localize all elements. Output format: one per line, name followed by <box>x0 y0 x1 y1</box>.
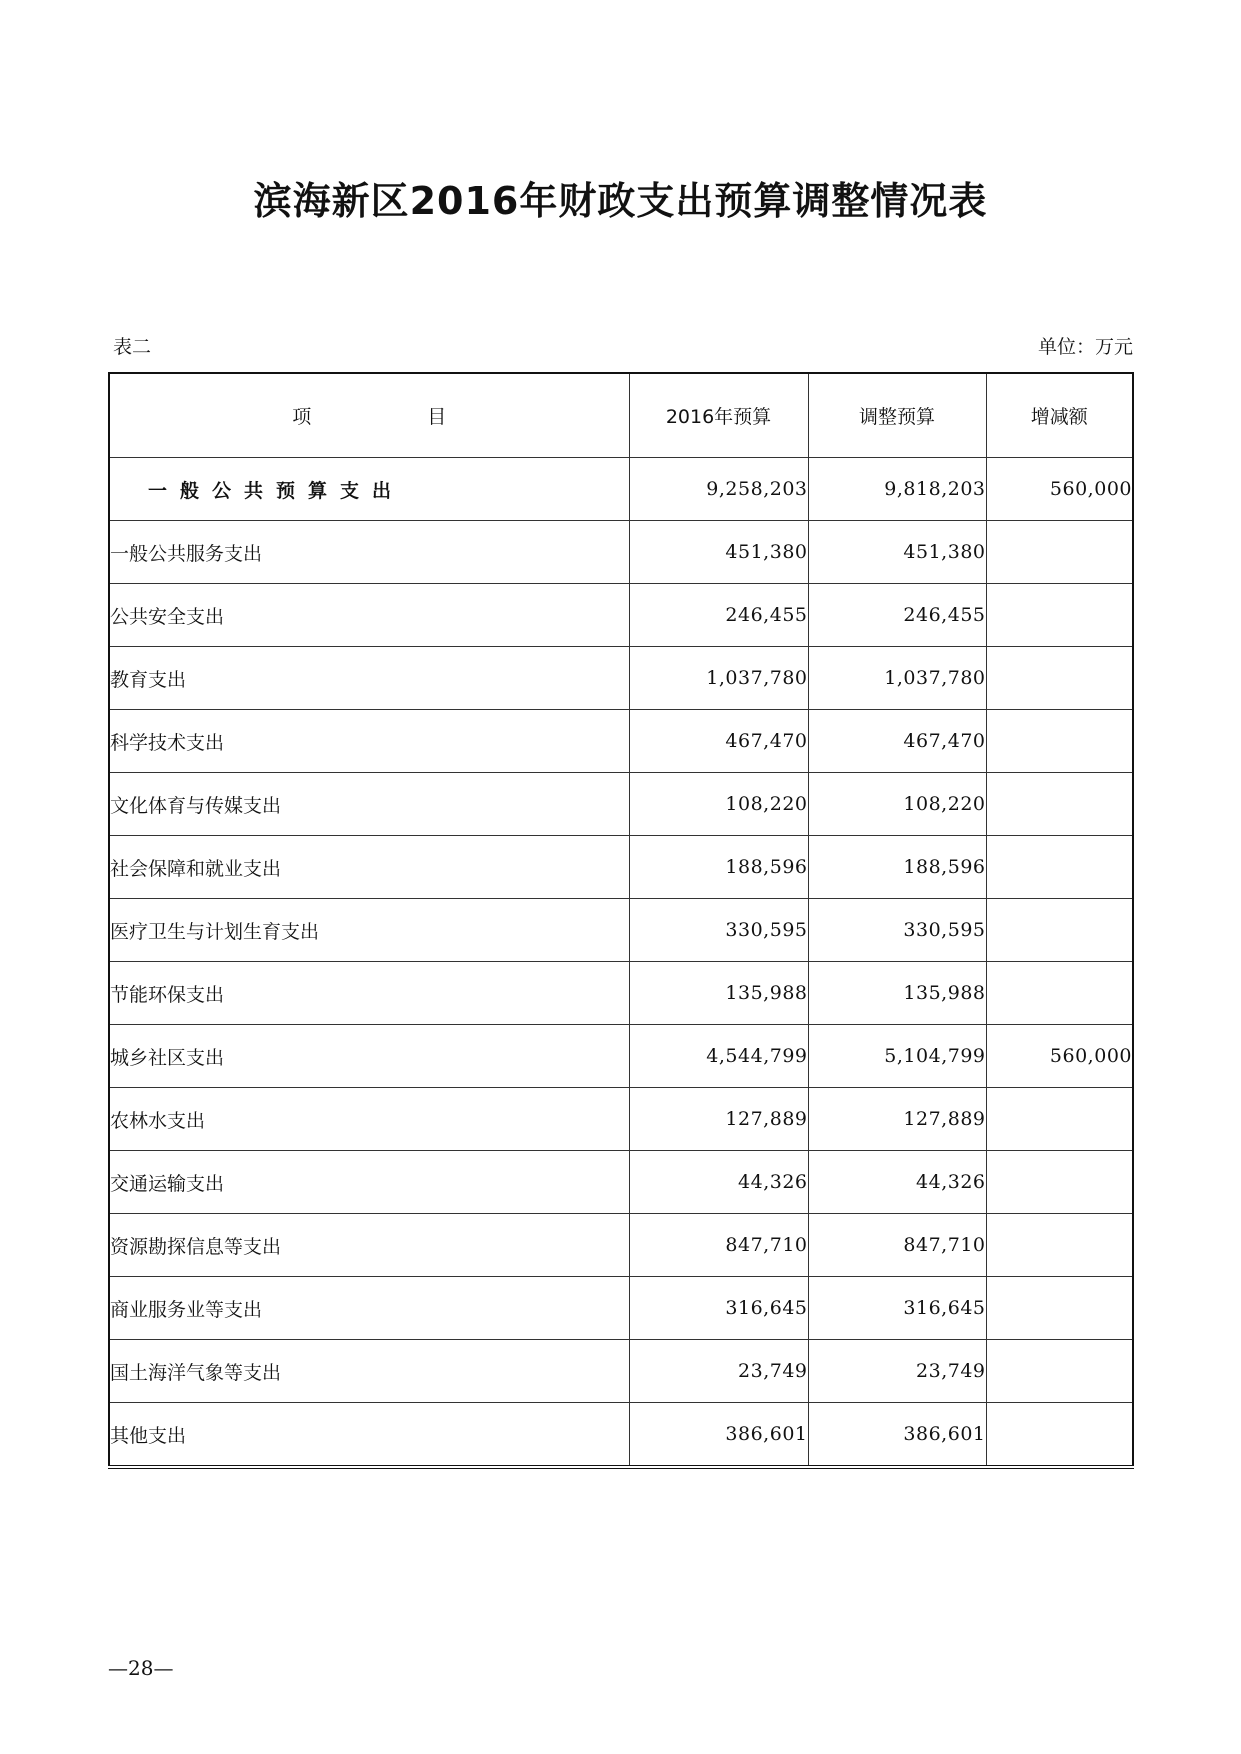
table-row <box>109 710 1133 773</box>
header-budget-2016: 2016年预算 <box>629 373 808 458</box>
row-adjusted-budget: 108,220 <box>808 773 986 836</box>
row-change-amount <box>986 521 1133 584</box>
unit-label: 单位：万元 <box>1037 336 1133 358</box>
row-budget-2016: 4,544,799 <box>629 1025 808 1088</box>
row-item-name: 国土海洋气象等支出 <box>109 1340 629 1403</box>
row-item-name: 医疗卫生与计划生育支出 <box>109 899 629 962</box>
row-adjusted-budget: 386,601 <box>808 1403 986 1468</box>
table-row <box>109 521 1133 584</box>
row-budget-2016: 467,470 <box>629 710 808 773</box>
row-budget-2016: 188,596 <box>629 836 808 899</box>
row-change-amount <box>986 773 1133 836</box>
budget-adjustment-table <box>108 372 1134 1469</box>
row-change-amount <box>986 647 1133 710</box>
row-item-name: 城乡社区支出 <box>109 1025 629 1088</box>
header-item-right: 目 <box>427 406 447 428</box>
row-adjusted-budget: 847,710 <box>808 1214 986 1277</box>
row-adjusted-budget: 5,104,799 <box>808 1025 986 1088</box>
table-row <box>109 773 1133 836</box>
row-item-name: 节能环保支出 <box>109 962 629 1025</box>
row-budget-2016: 108,220 <box>629 773 808 836</box>
table-row <box>109 584 1133 647</box>
row-change-amount <box>986 710 1133 773</box>
row-item-name: 科学技术支出 <box>109 710 629 773</box>
row-item-name: 一般公共服务支出 <box>109 521 629 584</box>
row-item-name: 社会保障和就业支出 <box>109 836 629 899</box>
row-adjusted-budget: 44,326 <box>808 1151 986 1214</box>
row-item-name: 其他支出 <box>109 1403 629 1468</box>
row-budget-2016: 9,258,203 <box>629 458 808 521</box>
header-item <box>109 373 629 458</box>
table-row <box>109 1151 1133 1214</box>
row-item-name: 文化体育与传媒支出 <box>109 773 629 836</box>
row-change-amount <box>986 1277 1133 1340</box>
table-row <box>109 1088 1133 1151</box>
row-change-amount <box>986 1151 1133 1214</box>
table-row <box>109 1403 1133 1468</box>
row-budget-2016: 23,749 <box>629 1340 808 1403</box>
row-adjusted-budget: 1,037,780 <box>808 647 986 710</box>
page-number: —28— <box>108 1656 174 1680</box>
row-budget-2016: 316,645 <box>629 1277 808 1340</box>
row-item-name: 一般公共预算支出 <box>109 458 629 521</box>
table-row <box>109 899 1133 962</box>
table-row <box>109 1214 1133 1277</box>
table-row <box>109 836 1133 899</box>
row-budget-2016: 135,988 <box>629 962 808 1025</box>
row-budget-2016: 246,455 <box>629 584 808 647</box>
row-budget-2016: 847,710 <box>629 1214 808 1277</box>
row-adjusted-budget: 23,749 <box>808 1340 986 1403</box>
row-item-name: 交通运输支出 <box>109 1151 629 1214</box>
row-adjusted-budget: 188,596 <box>808 836 986 899</box>
table-header-row <box>109 373 1133 458</box>
row-adjusted-budget: 246,455 <box>808 584 986 647</box>
table-row <box>109 1340 1133 1403</box>
row-budget-2016: 330,595 <box>629 899 808 962</box>
row-change-amount <box>986 836 1133 899</box>
row-change-amount <box>986 584 1133 647</box>
row-adjusted-budget: 330,595 <box>808 899 986 962</box>
row-item-name: 农林水支出 <box>109 1088 629 1151</box>
row-adjusted-budget: 451,380 <box>808 521 986 584</box>
table-row <box>109 647 1133 710</box>
row-change-amount: 560,000 <box>986 458 1133 521</box>
table-row <box>109 1277 1133 1340</box>
row-change-amount: 560,000 <box>986 1025 1133 1088</box>
row-change-amount <box>986 1088 1133 1151</box>
row-change-amount <box>986 1403 1133 1468</box>
header-change-amount: 增减额 <box>986 373 1133 458</box>
table-row <box>109 1025 1133 1088</box>
row-item-name: 公共安全支出 <box>109 584 629 647</box>
row-adjusted-budget: 127,889 <box>808 1088 986 1151</box>
table-row-total <box>109 458 1133 521</box>
row-change-amount <box>986 1214 1133 1277</box>
row-budget-2016: 127,889 <box>629 1088 808 1151</box>
row-budget-2016: 44,326 <box>629 1151 808 1214</box>
row-change-amount <box>986 1340 1133 1403</box>
row-budget-2016: 1,037,780 <box>629 647 808 710</box>
header-item-left: 项 <box>292 406 312 428</box>
row-adjusted-budget: 467,470 <box>808 710 986 773</box>
page-title: 滨海新区2016年财政支出预算调整情况表 <box>253 179 988 223</box>
row-budget-2016: 451,380 <box>629 521 808 584</box>
table-row <box>109 962 1133 1025</box>
header-adjusted-budget: 调整预算 <box>808 373 986 458</box>
row-item-name: 教育支出 <box>109 647 629 710</box>
row-item-name: 资源勘探信息等支出 <box>109 1214 629 1277</box>
row-budget-2016: 386,601 <box>629 1403 808 1468</box>
row-item-name: 商业服务业等支出 <box>109 1277 629 1340</box>
row-change-amount <box>986 962 1133 1025</box>
row-adjusted-budget: 316,645 <box>808 1277 986 1340</box>
row-adjusted-budget: 135,988 <box>808 962 986 1025</box>
row-adjusted-budget: 9,818,203 <box>808 458 986 521</box>
table-label: 表二 <box>113 336 152 358</box>
row-change-amount <box>986 899 1133 962</box>
